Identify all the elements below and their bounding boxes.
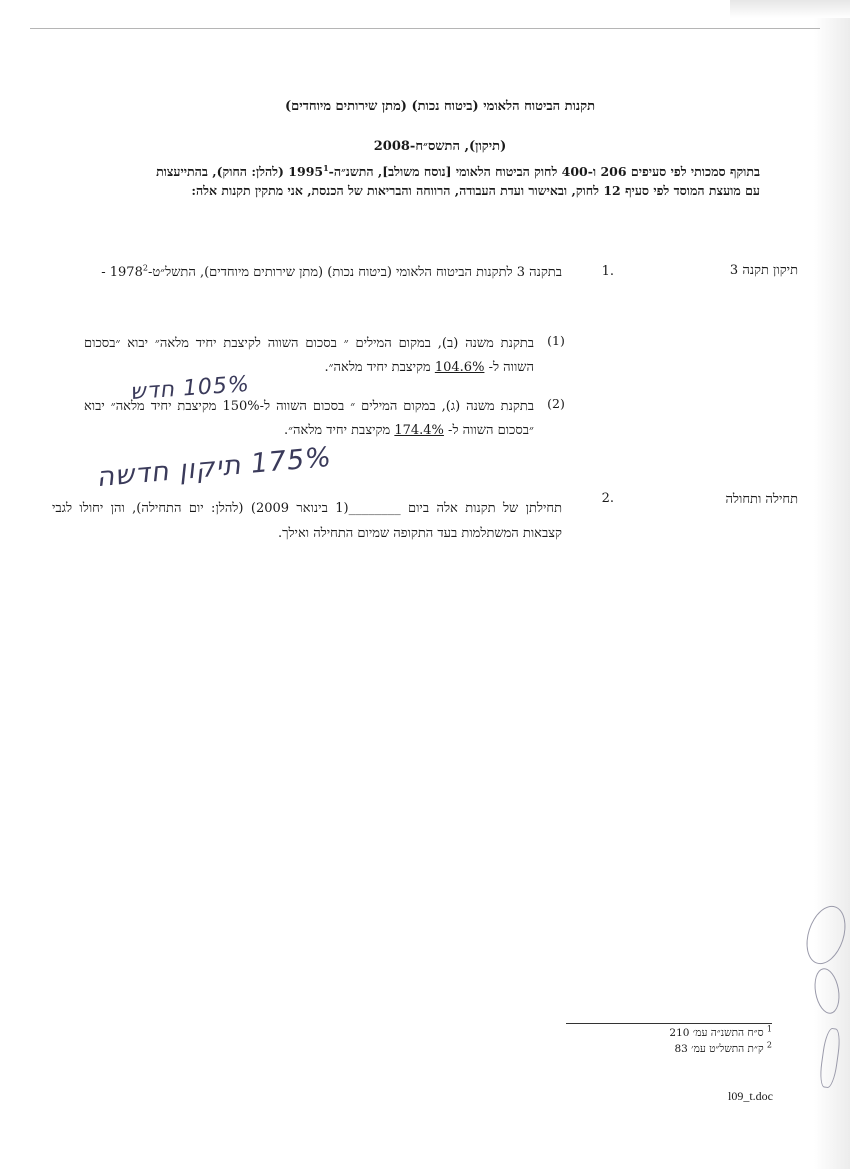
subsection-1-text-after: מקיצבת יחיד מלאה״. [324,360,435,375]
subsection-2-text-after: מקיצבת יחיד מלאה״. [283,423,395,438]
section-1-text-part2: - [101,265,110,280]
footnote-1-text: ס״ח התשנ״ה עמ׳ 210 [669,1027,767,1039]
handwritten-note-2: 175% תיקון חדשה [95,441,334,494]
subsection-2-text-before: בתקנת משנה (ג), במקום המילים ״ בסכום השווה ל-150% מקיצבת יחיד מלאה״ יבוא ״בסכום השווה ל- [84,399,534,438]
scan-corner-shadow [730,0,850,18]
document-subtitle: (תיקון), התשס״ח-2008 [373,139,507,154]
section-1-text-part1: בתקנה 3 לתקנות הביטוח הלאומי (ביטוח נכות) (מתן שירותים מיוחדים), התשל״ט-1978 [109,265,562,280]
file-name: l09_t.doc [728,1089,773,1103]
subsection-1-number: (1) [547,333,565,348]
footnote-separator [566,1023,772,1024]
handwritten-note-1: 105% חדש [129,371,251,406]
preamble [150,163,760,200]
footnote-2 [560,1040,772,1055]
subsection-1-value: 104.6% [434,360,485,375]
subsection-2-text [84,395,534,443]
footnote-2-text: ק״ת התשל״ט עמ׳ 83 [674,1043,767,1055]
preamble-part2: (להלן: החוק), בהתייעצות עם מועצת המוסד לפי סעיף 12 לחוק, ובאישור ועדת העבודה, הרווחה והבריאות של הכנסת, אני מתקין תקנות אלה: [156,164,760,198]
subsection-1-text-before: בתקנת משנה (ב), במקום המילים ״ בסכום השווה לקיצבת יחיד מלאה״ יבוא ״בסכום השווה ל- [84,336,534,375]
section-1-heading: תיקון תקנה 3 [729,263,798,278]
section-2-text: תחילתן של תקנות אלה ביום ________(1 בינואר 2009) (להלן: יום התחילה), והן יחולו לגבי קצבאות המשתלמות בעד התקופה שמיום התחילה ואילך. [52,501,563,541]
subsection-2-number: (2) [547,396,565,411]
footnote-1 [560,1024,772,1039]
document-title: תקנות הביטוח הלאומי (ביטוח נכות) (מתן שירותים מיוחדים) [284,99,596,114]
section-2-number: 2. [601,491,614,506]
subsection-1-text [84,332,534,380]
section-2-heading: תחילה ותחולה [725,492,798,507]
section-1-text [52,261,562,285]
footnote-ref-2: 2 [142,263,148,273]
footnote-ref-1: 1 [323,162,329,173]
footnote-2-mark: 2 [766,1040,772,1050]
footnote-1-mark: 1 [766,1024,772,1034]
section-1-number: 1. [601,264,614,279]
subsection-2-value: 174.4% [394,423,444,438]
preamble-part1: בתוקף סמכותי לפי סעיפים 206 ו-400 לחוק הביטוח הלאומי [נוסח משולב], התשנ״ה-1995 [288,164,760,179]
scan-top-line [30,28,820,29]
